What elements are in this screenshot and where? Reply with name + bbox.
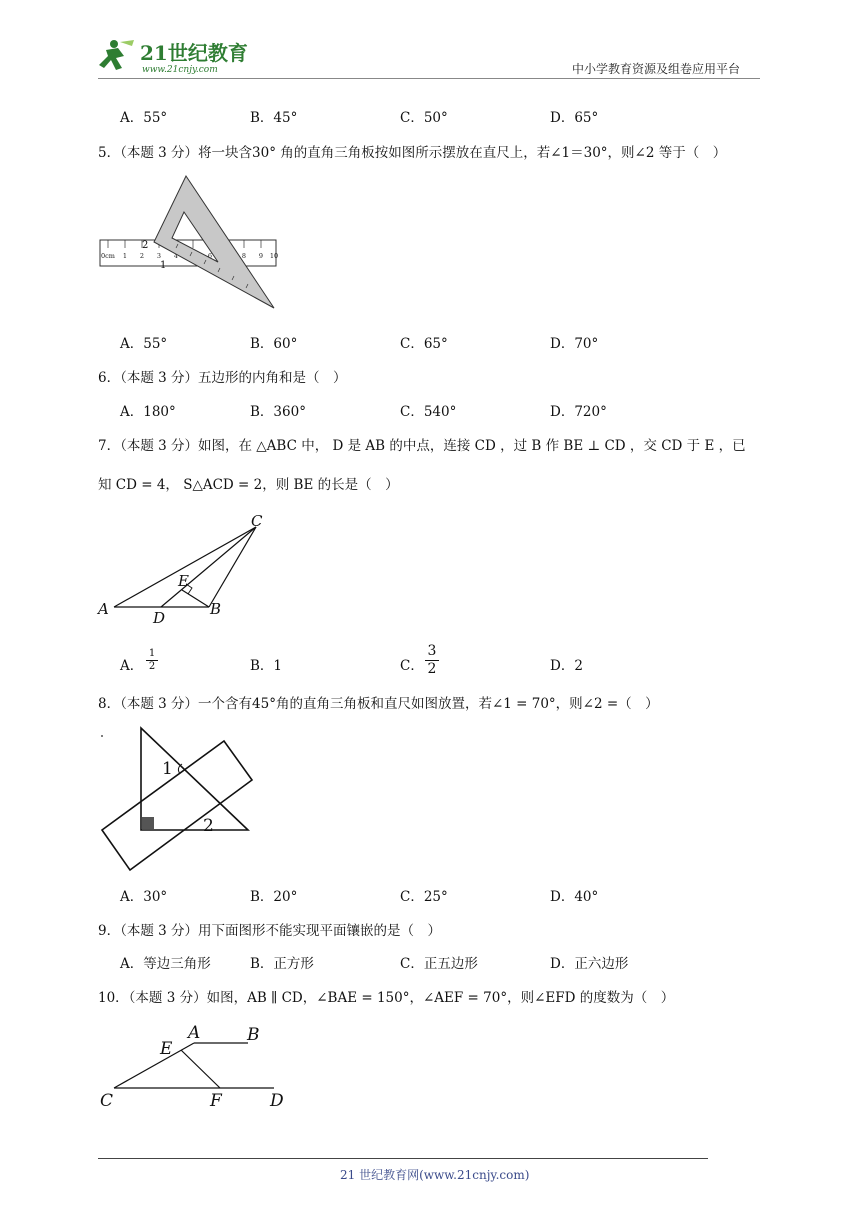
q5-option-d: D．70° xyxy=(550,336,599,352)
ruler-tick-0: 0cm xyxy=(101,252,115,260)
q7-text-line1: 7．（本题 3 分）如图，在 △ABC 中， D 是 AB 的中点，连接 CD ，过 B 作 BE ⊥ CD ，交 CD 于 E ，已 xyxy=(98,438,746,454)
ruler-tick-2: 2 xyxy=(139,252,145,260)
ruler-tick-9: 9 xyxy=(258,252,264,260)
q6-option-b: B．360° xyxy=(250,404,306,420)
logo-url-text: www.21cnjy.com xyxy=(142,65,218,75)
q8-option-a: A．30° xyxy=(120,889,168,905)
site-logo xyxy=(96,38,256,78)
q7-label-D: D xyxy=(153,609,166,626)
q10-text: 10．（本题 3 分）如图，AB ∥ CD，∠BAE = 150°，∠AEF = 70°，则∠EFD 的度数为（ ） xyxy=(98,990,675,1006)
q7-option-b: B．1 xyxy=(250,658,283,674)
q7-option-d: D．2 xyxy=(550,658,583,674)
q5-text: 5．（本题 3 分）将一块含30° 角的直角三角板按如图所示摆放在直尺上，若∠1＝30°，则∠2 等于（ ） xyxy=(98,145,727,161)
q10-figure xyxy=(96,1020,296,1112)
q7-label-A: A xyxy=(98,600,109,618)
q7-label-E: E xyxy=(178,572,189,590)
q10-label-D: D xyxy=(270,1091,284,1111)
q10-label-B: B xyxy=(247,1025,260,1045)
q8-option-c: C．25° xyxy=(400,889,448,905)
runner-icon xyxy=(99,40,134,70)
q5-option-a: A．55° xyxy=(120,336,168,352)
q4-option-c: C．50° xyxy=(400,110,448,126)
q6-option-c: C．540° xyxy=(400,404,457,420)
q8-label-2: 2 xyxy=(203,816,214,836)
ruler-tick-1: 1 xyxy=(122,252,128,260)
q7-option-a-numerator: 1 xyxy=(148,648,156,659)
q6-text: 6．（本题 3 分）五边形的内角和是（ ） xyxy=(98,370,347,386)
ruler-tick-8: 8 xyxy=(241,252,247,260)
q7-label-C: C xyxy=(251,512,263,530)
q9-option-c: C．正五边形 xyxy=(400,956,478,972)
q8-text: 8．（本题 3 分）一个含有45°角的直角三角板和直尺如图放置，若∠1 = 70°，则∠2 =（ ） xyxy=(98,696,659,712)
q7-option-c-fraction xyxy=(425,643,439,678)
q9-option-a: A．等边三角形 xyxy=(120,956,211,972)
q4-option-d: D．65° xyxy=(550,110,599,126)
right-angle-mark xyxy=(142,817,154,829)
q7-option-a-prefix: A． xyxy=(120,658,144,674)
ruler-tick-6: 6 xyxy=(207,252,213,260)
q5-option-b: B．60° xyxy=(250,336,298,352)
q7-option-c-denominator: 2 xyxy=(425,660,439,678)
q10-label-C: C xyxy=(100,1091,114,1111)
q4-option-b: B．45° xyxy=(250,110,298,126)
q6-option-a: A．180° xyxy=(120,404,176,420)
q8-label-1: 1 xyxy=(162,759,173,779)
ruler-tick-4: 4 xyxy=(173,252,179,260)
q7-figure xyxy=(96,510,276,626)
platform-title: 中小学教育资源及组卷应用平台 xyxy=(572,62,741,76)
header-divider xyxy=(98,78,760,79)
q8-option-d: D．40° xyxy=(550,889,599,905)
q5-label-2: 2 xyxy=(142,240,149,251)
q10-label-E: E xyxy=(160,1039,173,1059)
q7-option-c-prefix: C． xyxy=(400,658,424,674)
q7-option-a-fraction xyxy=(146,648,158,673)
ruler-tick-3: 3 xyxy=(156,252,162,260)
q9-option-d: D．正六边形 xyxy=(550,956,629,972)
q8-option-b: B．20° xyxy=(250,889,298,905)
q10-label-A: A xyxy=(188,1023,201,1043)
q8-figure xyxy=(96,724,258,874)
q5-figure xyxy=(98,172,280,314)
footer-divider xyxy=(98,1158,708,1159)
q7-text-line2: 知 CD = 4， S△ACD = 2，则 BE 的长是（ ） xyxy=(98,477,399,493)
ruler-tick-10: 10 xyxy=(269,252,279,260)
q9-option-b: B．正方形 xyxy=(250,956,314,972)
triangle-45 xyxy=(141,728,248,830)
footer-text: 21 世纪教育网(www.21cnjy.com) xyxy=(340,1168,530,1182)
logo-main-text: 21世纪教育 xyxy=(140,41,248,65)
q6-option-d: D．720° xyxy=(550,404,607,420)
ruler-strip xyxy=(102,741,252,870)
q7-option-c-numerator: 3 xyxy=(427,643,437,659)
q7-label-B: B xyxy=(210,600,222,618)
q5-option-c: C．65° xyxy=(400,336,448,352)
q4-option-a: A．55° xyxy=(120,110,168,126)
q5-label-1: 1 xyxy=(160,260,167,271)
q7-option-a-denominator: 2 xyxy=(146,660,158,673)
q9-text: 9．（本题 3 分）用下面图形不能实现平面镶嵌的是（ ） xyxy=(98,923,442,939)
q10-label-F: F xyxy=(210,1091,222,1111)
